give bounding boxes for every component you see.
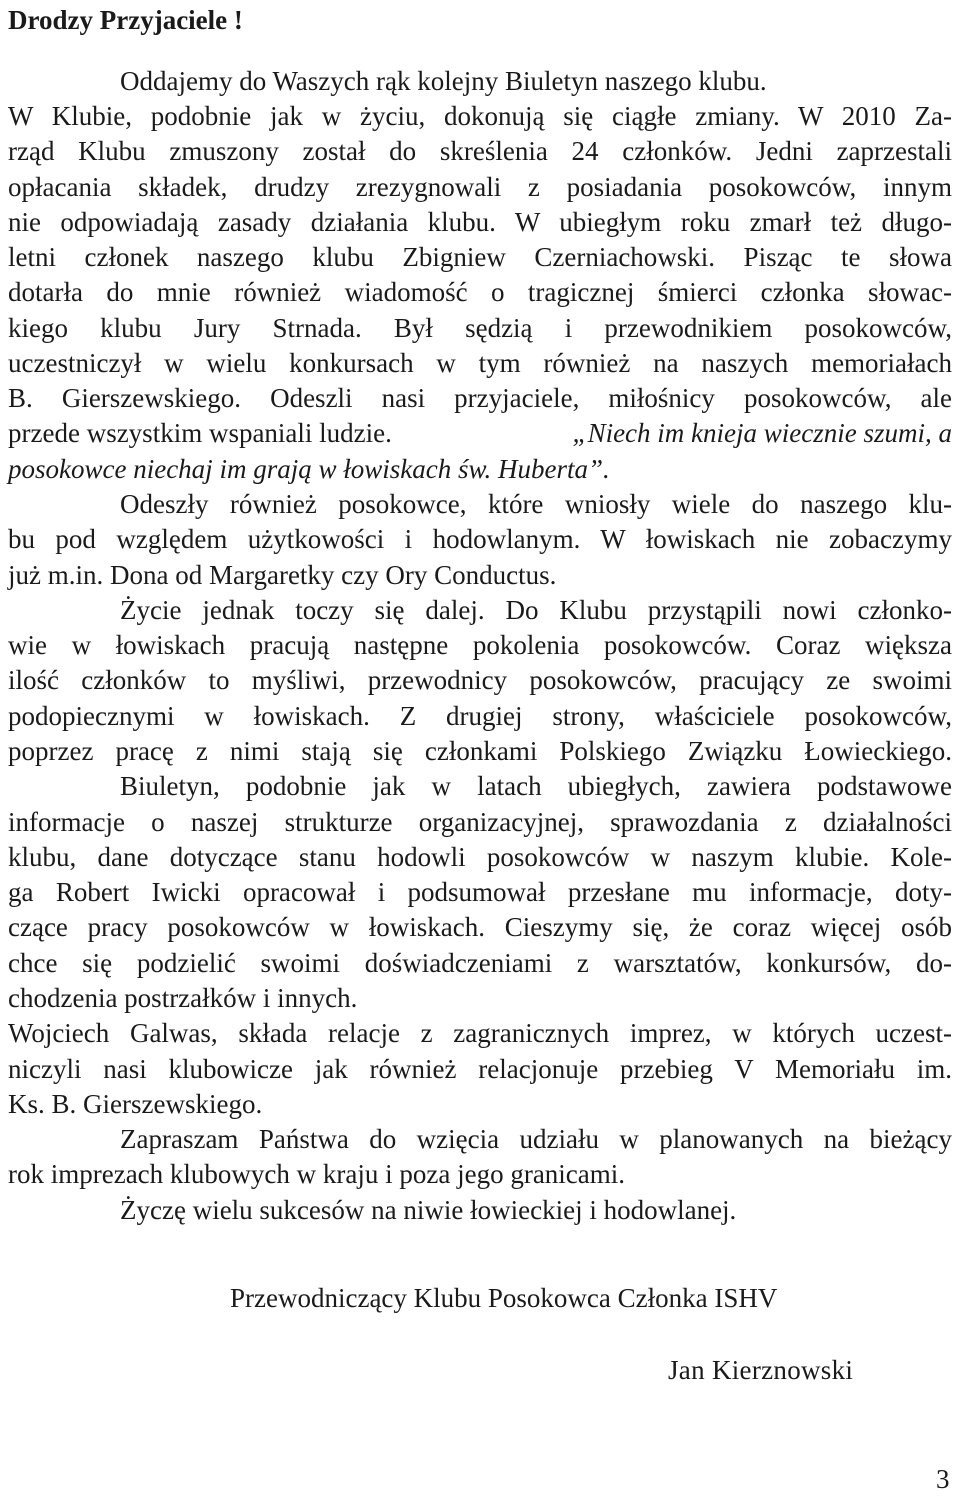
letter-line: rok imprezach klubowych w kraju i poza jego granicami. bbox=[8, 1159, 626, 1189]
letter-line: B. Gierszewskiego. Odeszli nasi przyjaciele, miłośnicy posokowców, ale bbox=[8, 383, 952, 413]
letter-line: uczestniczył w wielu konkursach w tym również na naszych memoriałach bbox=[8, 348, 952, 378]
letter-quote-end: posokowce niechaj im grają w łowiskach św. Huberta”. bbox=[8, 454, 610, 484]
signature-title: Przewodniczący Klubu Posokowca Członka ISHV bbox=[230, 1283, 778, 1313]
letter-line: Wojciech Galwas, składa relacje z zagranicznych imprez, w których uczest- bbox=[8, 1018, 952, 1048]
letter-line-mixed bbox=[8, 416, 952, 450]
letter-line: niczyli nasi klubowicze jak również relacjonuje przebieg V Memoriału im. bbox=[8, 1054, 952, 1084]
letter-line-part: przede wszystkim wspaniali ludzie. bbox=[8, 418, 392, 448]
letter-heading: Drodzy Przyjaciele ! bbox=[8, 5, 243, 35]
letter-line: ilość członków to myśliwi, przewodnicy posokowców, pracujący ze swoimi bbox=[8, 665, 952, 695]
letter-line: letni członek naszego klubu Zbigniew Czerniachowski. Pisząc te słowa bbox=[8, 242, 952, 272]
letter-line: chce się podzielić swoimi doświadczeniami z warsztatów, konkursów, do- bbox=[8, 948, 952, 978]
letter-line: Odeszły również posokowce, które wniosły wiele do naszego klu- bbox=[120, 489, 952, 519]
letter-line: rząd Klubu zmuszony został do skreślenia 24 członków. Jedni zaprzestali bbox=[8, 136, 952, 166]
letter-line: klubu, dane dotyczące stanu hodowli posokowców w naszym klubie. Kole- bbox=[8, 842, 952, 872]
letter-line: już m.in. Dona od Margaretky czy Ory Conductus. bbox=[8, 560, 557, 590]
letter-line: chodzenia postrzałków i innych. bbox=[8, 983, 358, 1013]
signature-name: Jan Kierznowski bbox=[668, 1355, 854, 1385]
letter-line: dotarła do mnie również wiadomość o tragicznej śmierci członka słowac- bbox=[8, 277, 952, 307]
letter-line: Życie jednak toczy się dalej. Do Klubu przystąpili nowi członko- bbox=[120, 595, 952, 625]
letter-line: informacje o naszej strukturze organizacyjnej, sprawozdania z działalności bbox=[8, 807, 952, 837]
letter-line: ga Robert Iwicki opracował i podsumował przesłane mu informacje, doty- bbox=[8, 877, 952, 907]
letter-line: W Klubie, podobnie jak w życiu, dokonują się ciągłe zmiany. W 2010 Za- bbox=[8, 101, 952, 131]
letter-line: Życzę wielu sukcesów na niwie łowieckiej i hodowlanej. bbox=[120, 1195, 737, 1225]
letter-line: Zapraszam Państwa do wzięcia udziału w planowanych na bieżący bbox=[120, 1124, 952, 1154]
letter-line: Ks. B. Gierszewskiego. bbox=[8, 1089, 263, 1119]
letter-line: bu pod względem użytkowości i hodowlanym. W łowiskach nie zobaczymy bbox=[8, 524, 952, 554]
letter-line: nie odpowiadają zasady działania klubu. W ubiegłym roku zmarł też długo- bbox=[8, 207, 952, 237]
letter-line: kiego klubu Jury Strnada. Był sędzią i przewodnikiem posokowców, bbox=[8, 313, 952, 343]
letter-line: podopiecznymi w łowiskach. Z drugiej strony, właściciele posokowców, bbox=[8, 701, 952, 731]
letter-line: czące pracy posokowców w łowiskach. Cieszymy się, że coraz więcej osób bbox=[8, 912, 952, 942]
letter-line: Biuletyn, podobnie jak w latach ubiegłych, zawiera podstawowe bbox=[120, 771, 952, 801]
letter-line: opłacania składek, drudzy zrezygnowali z posiadania posokowców, innym bbox=[8, 172, 952, 202]
page-number: 3 bbox=[936, 1464, 950, 1494]
letter-quote-start: „Niech im knieja wiecznie szumi, a bbox=[572, 418, 952, 448]
letter-line: poprzez pracę z nimi stają się członkami Polskiego Związku Łowieckiego. bbox=[8, 736, 952, 766]
letter-line: wie w łowiskach pracują następne pokolenia posokowców. Coraz większa bbox=[8, 630, 952, 660]
letter-line: Oddajemy do Waszych rąk kolejny Biuletyn naszego klubu. bbox=[120, 66, 767, 96]
